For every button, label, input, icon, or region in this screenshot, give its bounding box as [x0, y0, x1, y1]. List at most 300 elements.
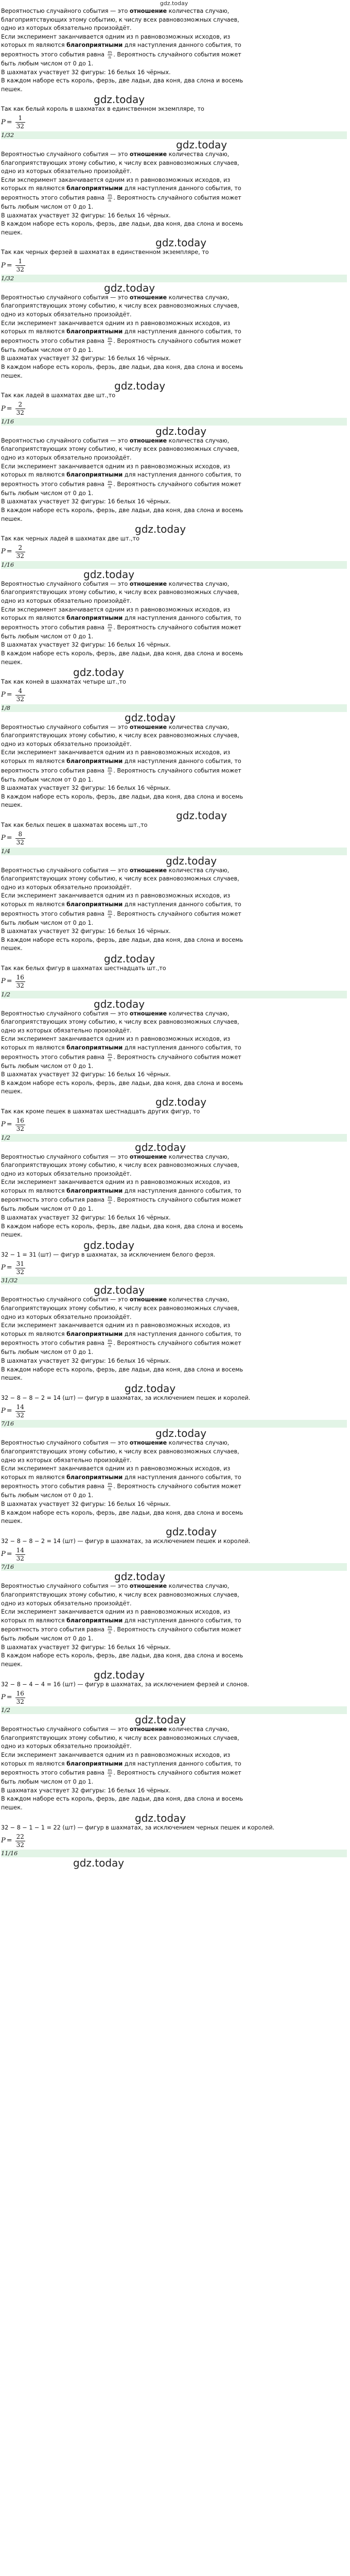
definition-line: которых m являются благоприятными для наступления данного события, то — [1, 471, 241, 479]
definition-line: быть любым числом от 0 до 1. — [1, 203, 94, 210]
pieces-set-line: пешек. — [1, 802, 23, 809]
pieces-set-line: В каждом наборе есть король, ферзь, две ладьи, два коня, два слона и восемь — [1, 1366, 243, 1373]
formula-lhs: P — [1, 118, 6, 126]
definition-line: Если эксперимент заканчивается одним из n равновозможных исходов, из — [1, 1465, 231, 1472]
formula-fraction — [15, 258, 25, 274]
definition-line: вероятность этого события равна $\frac{m}{n}$ . Вероятность случайного события может — [1, 193, 241, 203]
formula-numerator: 8 — [15, 831, 25, 839]
answer-highlight: 7/16 — [1, 1563, 347, 1571]
formula-fraction — [15, 831, 25, 846]
definition-line: Вероятностью случайного события — это отношение количества случаю, — [1, 8, 230, 14]
definition-line: Если эксперимент заканчивается одним из n равновозможных исходов, из — [1, 33, 231, 40]
definition-line: Если эксперимент заканчивается одним из n равновозможных исходов, из — [1, 749, 231, 756]
definition-line: Вероятностью случайного события — это отношение количества случаю, — [1, 1726, 230, 1733]
definition-line: одно из которых обязательно произойдёт. — [1, 1313, 132, 1320]
keyword-favorable: благоприятными — [66, 1044, 123, 1051]
pieces-set-line: пешек. — [1, 1088, 23, 1095]
watermark-text: gdz.today — [104, 281, 155, 294]
fraction-numerator: m — [108, 193, 112, 198]
formula-lhs: P — [1, 261, 6, 269]
solution-intro: Так как черных ладей в шахматах две шт.,то — [1, 535, 140, 543]
watermark-text: gdz.today — [94, 93, 145, 106]
watermark-text: gdz.today — [166, 854, 217, 867]
definition-line: вероятность этого события равна $\frac{m}{n}$ . Вероятность случайного события может — [1, 1768, 241, 1778]
formula-denominator: 32 — [16, 266, 24, 274]
formula-numerator: 1 — [15, 258, 25, 266]
definition-line: Если эксперимент заканчивается одним из n равновозможных исходов, из — [1, 1608, 231, 1616]
definition-block — [1, 7, 347, 94]
answer-highlight: 31/32 — [1, 1277, 347, 1284]
watermark-text: gdz.today — [160, 0, 188, 7]
definition-line: которых m являются благоприятными для наступления данного события, то — [1, 185, 241, 192]
probability-formula — [1, 1402, 347, 1420]
definition-line: Если эксперимент заканчивается одним из n равновозможных исходов, из — [1, 1179, 231, 1186]
answer-highlight: 1/2 — [1, 1706, 347, 1714]
pieces-set-line: пешек. — [1, 1661, 23, 1668]
solution-block — [1, 723, 347, 867]
keyword-ratio: отношение — [129, 1010, 167, 1017]
definition-line: одно из которых обязательно произойдёт. — [1, 740, 132, 748]
pieces-count-line: В шахматах участвует 32 фигуры: 16 белых 16 чёрных. — [1, 1071, 171, 1078]
fraction-m-n — [108, 1768, 113, 1778]
probability-formula — [1, 544, 347, 561]
pieces-count-line: В шахматах участвует 32 фигуры: 16 белых 16 чёрных. — [1, 212, 171, 219]
formula-equals: = — [6, 261, 12, 269]
formula-equals: = — [6, 1264, 12, 1272]
fraction-denominator: n — [108, 484, 111, 489]
definition-line: которых m являются благоприятными для наступления данного события, то — [1, 758, 241, 765]
pieces-count-line: В шахматах участвует 32 фигуры: 16 белых 16 чёрных. — [1, 1358, 171, 1364]
fraction-m-n — [108, 766, 113, 776]
pieces-count-line: В шахматах участвует 32 фигуры: 16 белых 16 чёрных. — [1, 69, 171, 76]
pieces-set-line: В каждом наборе есть король, ферзь, две ладьи, два коня, два слона и восемь — [1, 1079, 243, 1087]
keyword-ratio: отношение — [129, 1583, 167, 1590]
definition-line: одно из которых обязательно произойдёт. — [1, 1456, 132, 1464]
fraction-numerator: m — [108, 336, 112, 341]
definition-line: Вероятностью случайного события — это отношение количества случаю, — [1, 294, 230, 301]
keyword-favorable: благоприятными — [66, 1617, 123, 1624]
formula-equals: = — [6, 1121, 12, 1129]
solution-intro: 32 − 8 − 4 − 4 = 16 (шт) — фигур в шахматах, за исключением ферзей и слонов. — [1, 1681, 249, 1688]
formula-equals: = — [6, 691, 12, 699]
answer-highlight: 1/32 — [1, 131, 347, 139]
watermark-text: gdz.today — [104, 952, 155, 965]
pieces-set-line: пешек. — [1, 86, 23, 93]
probability-formula — [1, 400, 347, 418]
formula-fraction — [15, 401, 25, 417]
fraction-m-n — [108, 1195, 113, 1205]
definition-line: Если эксперимент заканчивается одним из n равновозможных исходов, из — [1, 463, 231, 470]
definition-line: благоприятствующих этому событию, к числу всех равновозможных случаев, — [1, 1305, 239, 1312]
definition-line: Если эксперимент заканчивается одним из n равновозможных исходов, из — [1, 1752, 231, 1759]
pieces-set-line: пешек. — [1, 1375, 23, 1382]
definition-block — [1, 1582, 347, 1669]
definition-line: благоприятствующих этому событию, к числу всех равновозможных случаев, — [1, 1162, 239, 1169]
formula-denominator: 32 — [16, 1698, 24, 1705]
definition-line: благоприятствующих этому событию, к числу всех равновозможных случаев, — [1, 1019, 239, 1026]
definition-line: Вероятностью случайного события — это отношение количества случаю, — [1, 723, 230, 731]
pieces-set-line: пешек. — [1, 229, 23, 236]
definition-block — [1, 723, 347, 810]
fraction-numerator: m — [108, 49, 112, 55]
definition-line: Вероятностью случайного события — это отношение количества случаю, — [1, 1153, 230, 1160]
formula-fraction — [15, 687, 25, 703]
pieces-set-line: пешек. — [1, 515, 23, 522]
formula-denominator: 32 — [16, 1125, 24, 1132]
fraction-numerator: m — [108, 1482, 112, 1487]
formula-lhs: P — [1, 404, 6, 413]
formula-equals: = — [6, 1550, 12, 1558]
formula-denominator: 32 — [16, 982, 24, 990]
definition-line: которых m являются благоприятными для наступления данного события, то — [1, 1473, 241, 1481]
pieces-count-line: В шахматах участвует 32 фигуры: 16 белых 16 чёрных. — [1, 1214, 171, 1222]
solution-intro: Так как белых пешек в шахматах восемь шт.,то — [1, 822, 148, 829]
fraction-m-n — [108, 50, 113, 60]
formula-equals: = — [6, 977, 12, 986]
probability-formula — [1, 1259, 347, 1277]
formula-numerator: 2 — [15, 544, 25, 552]
definition-line: одно из которых обязательно произойдёт. — [1, 1027, 132, 1034]
definition-line: быть любым числом от 0 до 1. — [1, 1492, 94, 1499]
pieces-set-line: В каждом наборе есть король, ферзь, две ладьи, два коня, два слона и восемь — [1, 1795, 243, 1803]
keyword-ratio: отношение — [129, 1153, 167, 1160]
solution-intro: Так как коней в шахматах четыре шт.,то — [1, 679, 126, 686]
probability-formula — [1, 830, 347, 848]
answer-highlight: 1/2 — [1, 1134, 347, 1142]
solution-block — [1, 1439, 347, 1582]
pieces-count-line: В шахматах участвует 32 фигуры: 16 белых 16 чёрных. — [1, 1500, 171, 1507]
definition-line: благоприятствующих этому событию, к числу всех равновозможных случаев, — [1, 1734, 239, 1741]
solution-intro: Так как ладей в шахматах две шт.,то — [1, 392, 116, 399]
solution-block — [1, 1725, 347, 1869]
solution-intro: 32 − 8 − 8 − 2 = 14 (шт) — фигур в шахматах, за исключением пешек и королей. — [1, 1537, 251, 1545]
keyword-favorable: благоприятными — [66, 615, 123, 622]
watermark-text: gdz.today — [114, 1570, 166, 1583]
keyword-favorable: благоприятными — [66, 1330, 123, 1337]
pieces-count-line: В шахматах участвует 32 фигуры: 16 белых 16 чёрных. — [1, 1643, 171, 1651]
definition-block — [1, 1439, 347, 1526]
definition-line: вероятность этого события равна $\frac{m}{n}$ . Вероятность случайного события может — [1, 1195, 241, 1206]
definition-block — [1, 1153, 347, 1240]
formula-denominator: 32 — [16, 1411, 24, 1419]
watermark-text: gdz.today — [83, 1239, 135, 1251]
fraction-numerator: m — [108, 479, 112, 484]
fraction-denominator: n — [108, 1344, 111, 1349]
watermark-text: gdz.today — [135, 1141, 186, 1154]
formula-denominator: 32 — [16, 1268, 24, 1276]
fraction-denominator: n — [108, 198, 111, 203]
definition-block — [1, 1725, 347, 1812]
pieces-set-line: В каждом наборе есть король, ферзь, две ладьи, два коня, два слона и восемь — [1, 936, 243, 943]
fraction-denominator: n — [108, 1057, 111, 1062]
formula-numerator: 2 — [15, 401, 25, 409]
answer-highlight: 7/16 — [1, 1420, 347, 1428]
fraction-m-n — [108, 1625, 113, 1635]
formula-numerator: 22 — [16, 1833, 24, 1840]
definition-line: быть любым числом от 0 до 1. — [1, 1349, 94, 1356]
definition-line: вероятность этого события равна $\frac{m}{n}$ . Вероятность случайного события может — [1, 1338, 241, 1349]
definition-line: вероятность этого события равна $\frac{m}{n}$ . Вероятность случайного события может — [1, 909, 241, 919]
formula-equals: = — [6, 118, 12, 126]
pieces-set-line: В каждом наборе есть король, ферзь, две ладьи, два коня, два слона и восемь — [1, 650, 243, 657]
definition-line: благоприятствующих этому событию, к числу всех равновозможных случаев, — [1, 875, 239, 883]
watermark-text: gdz.today — [155, 1095, 207, 1108]
keyword-ratio: отношение — [129, 1726, 167, 1733]
watermark-text: gdz.today — [135, 1811, 186, 1824]
pieces-count-line: В шахматах участвует 32 фигуры: 16 белых 16 чёрных. — [1, 928, 171, 935]
watermark-text: gdz.today — [94, 1668, 145, 1681]
solution-block — [1, 1582, 347, 1725]
formula-lhs: P — [1, 1407, 6, 1415]
formula-lhs: P — [1, 548, 6, 556]
definition-line: которых m являются благоприятными для наступления данного события, то — [1, 328, 241, 335]
definition-line: благоприятствующих этому событию, к числу всех равновозможных случаев, — [1, 732, 239, 739]
answer-highlight: 1/16 — [1, 561, 347, 569]
definition-line: Если эксперимент заканчивается одним из n равновозможных исходов, из — [1, 176, 231, 183]
definition-line: которых m являются благоприятными для наступления данного события, то — [1, 1617, 241, 1624]
watermark-text: gdz.today — [94, 1284, 145, 1297]
keyword-favorable: благоприятными — [66, 1473, 123, 1481]
pieces-set-line: пешек. — [1, 945, 23, 952]
watermark-text: gdz.today — [83, 568, 135, 581]
fraction-m-n — [108, 1053, 113, 1062]
definition-block — [1, 294, 347, 380]
formula-denominator: 32 — [16, 839, 24, 846]
definition-line: благоприятствующих этому событию, к числу всех равновозможных случаев, — [1, 16, 239, 23]
probability-formula — [1, 1689, 347, 1706]
fraction-denominator: n — [108, 55, 111, 60]
formula-lhs: P — [1, 691, 6, 699]
definition-line: вероятность этого события равна $\frac{m}{n}$ . Вероятность случайного события может — [1, 1482, 241, 1492]
definition-line: быть любым числом от 0 до 1. — [1, 489, 94, 497]
formula-equals: = — [6, 404, 12, 413]
fraction-m-n — [108, 1482, 113, 1492]
keyword-favorable: благоприятными — [66, 328, 123, 335]
watermark-text: gdz.today — [155, 236, 207, 249]
answer-highlight: 1/32 — [1, 275, 347, 282]
fraction-m-n — [108, 193, 113, 203]
solution-intro: Так как кроме пешек в шахматах шестнадцать других фигур, то — [1, 1108, 200, 1115]
definition-line: которых m являются благоприятными для наступления данного события, то — [1, 1330, 241, 1337]
watermark-text: gdz.today — [155, 425, 207, 437]
definition-line: вероятность этого события равна $\frac{m}{n}$ . Вероятность случайного события может — [1, 1052, 241, 1062]
formula-equals: = — [6, 1407, 12, 1415]
formula-fraction — [15, 544, 25, 560]
formula-lhs: P — [1, 1264, 6, 1272]
definition-line: одно из которых обязательно произойдёт. — [1, 1600, 132, 1607]
answer-highlight: 1/16 — [1, 418, 347, 426]
solution-intro: Так как белый король в шахматах в единственном экземпляре, то — [1, 106, 204, 113]
pieces-set-line: В каждом наборе есть король, ферзь, две ладьи, два коня, два слона и восемь — [1, 364, 243, 371]
definition-line: которых m являются благоприятными для наступления данного события, то — [1, 1044, 241, 1051]
watermark-text: gdz.today — [114, 380, 166, 393]
pieces-set-line: пешек. — [1, 372, 23, 379]
keyword-favorable: благоприятными — [66, 901, 123, 908]
definition-line: благоприятствующих этому событию, к числу всех равновозможных случаев, — [1, 446, 239, 453]
watermark-text: gdz.today — [73, 1857, 125, 1870]
formula-denominator: 32 — [16, 123, 24, 130]
probability-formula — [1, 1116, 347, 1134]
definition-line: быть любым числом от 0 до 1. — [1, 776, 94, 783]
keyword-ratio: отношение — [129, 580, 167, 587]
pieces-set-line: пешек. — [1, 658, 23, 666]
pieces-set-line: В каждом наборе есть король, ферзь, две ладьи, два коня, два слона и восемь — [1, 506, 243, 514]
definition-line: Вероятностью случайного события — это отношение количества случаю, — [1, 1010, 230, 1017]
probability-formula — [1, 114, 347, 131]
probability-formula — [1, 1546, 347, 1563]
fraction-denominator: n — [108, 1773, 111, 1778]
definition-line: вероятность этого события равна $\frac{m}{n}$ . Вероятность случайного события может — [1, 622, 241, 633]
definition-line: Вероятностью случайного события — это отношение количества случаю, — [1, 437, 230, 444]
formula-equals: = — [6, 834, 12, 842]
pieces-set-line: пешек. — [1, 1804, 23, 1811]
pieces-count-line: В шахматах участвует 32 фигуры: 16 белых 16 чёрных. — [1, 641, 171, 649]
fraction-m-n — [108, 480, 113, 489]
formula-lhs: P — [1, 1836, 6, 1844]
formula-lhs: P — [1, 977, 6, 986]
solution-intro: 32 − 8 − 8 − 2 = 14 (шт) — фигур в шахматах, за исключением пешек и королей. — [1, 1394, 251, 1401]
answer-highlight: 1/8 — [1, 704, 347, 712]
watermark-text: gdz.today — [94, 997, 145, 1010]
solution-intro: Так как черных ферзей в шахматах в единственном экземпляре, то — [1, 249, 209, 256]
definition-line: которых m являются благоприятными для наступления данного события, то — [1, 615, 241, 622]
definition-line: благоприятствующих этому событию, к числу всех равновозможных случаев, — [1, 1448, 239, 1455]
formula-lhs: P — [1, 1550, 6, 1558]
formula-numerator: 14 — [16, 1546, 24, 1554]
definition-line: вероятность этого события равна $\frac{m}{n}$ . Вероятность случайного события может — [1, 336, 241, 346]
solution-block — [1, 150, 347, 294]
fraction-denominator: n — [108, 341, 111, 346]
formula-equals: = — [6, 548, 12, 556]
definition-line: одно из которых обязательно произойдёт. — [1, 1170, 132, 1177]
keyword-favorable: благоприятными — [66, 185, 123, 192]
definition-line: Если эксперимент заканчивается одним из n равновозможных исходов, из — [1, 892, 231, 900]
watermark-text: gdz.today — [176, 809, 227, 822]
pieces-count-line: В шахматах участвует 32 фигуры: 16 белых 16 чёрных. — [1, 355, 171, 362]
definition-line: благоприятствующих этому событию, к числу всех равновозможных случаев, — [1, 159, 239, 166]
definition-line: одно из которых обязательно произойдёт. — [1, 168, 132, 175]
solution-intro: 32 − 1 = 31 (шт) — фигур в шахматах, за исключением белого ферзя. — [1, 1251, 216, 1258]
formula-numerator: 31 — [16, 1260, 24, 1267]
formula-equals: = — [6, 1836, 12, 1844]
definition-line: одно из которых обязательно произойдёт. — [1, 884, 132, 891]
keyword-ratio: отношение — [129, 437, 167, 444]
definition-line: благоприятствующих этому событию, к числу всех равновозможных случаев, — [1, 589, 239, 596]
definition-line: одно из которых обязательно произойдёт. — [1, 311, 132, 318]
solution-block — [1, 294, 347, 437]
formula-lhs: P — [1, 1121, 6, 1129]
pieces-set-line: В каждом наборе есть король, ферзь, две ладьи, два коня, два слона и восемь — [1, 1223, 243, 1230]
watermark-text: gdz.today — [166, 1525, 217, 1538]
fraction-numerator: m — [108, 1195, 112, 1200]
definition-line: Вероятностью случайного события — это отношение количества случаю, — [1, 867, 230, 874]
watermark-text: gdz.today — [125, 711, 176, 724]
formula-numerator: 16 — [16, 974, 24, 981]
keyword-ratio: отношение — [129, 723, 167, 731]
definition-line: Вероятностью случайного события — это отношение количества случаю, — [1, 580, 230, 587]
answer-highlight: 11/16 — [1, 1850, 347, 1857]
keyword-ratio: отношение — [129, 1296, 167, 1303]
fraction-m-n — [108, 336, 113, 346]
formula-lhs: P — [1, 834, 6, 842]
probability-formula — [1, 687, 347, 704]
fraction-m-n — [108, 623, 113, 633]
pieces-count-line: В шахматах участвует 32 фигуры: 16 белых 16 чёрных. — [1, 498, 171, 505]
definition-line: быть любым числом от 0 до 1. — [1, 1206, 94, 1213]
definition-line: вероятность этого события равна $\frac{m}{n}$ . Вероятность случайного события может — [1, 479, 241, 489]
watermark-text: gdz.today — [135, 1714, 186, 1726]
definition-line: вероятность этого события равна $\frac{m}{n}$ . Вероятность случайного события может — [1, 49, 241, 60]
fraction-numerator: m — [108, 909, 112, 914]
formula-equals: = — [6, 1693, 12, 1701]
formula-denominator: 32 — [16, 1554, 24, 1562]
formula-fraction — [15, 974, 25, 990]
fraction-m-n — [108, 909, 113, 919]
watermark-text: gdz.today — [135, 523, 186, 536]
solution-block — [1, 437, 347, 580]
definition-line: одно из которых обязательно произойдёт. — [1, 454, 132, 461]
answer-highlight: 1/4 — [1, 848, 347, 855]
pieces-count-line: В шахматах участвует 32 фигуры: 16 белых 16 чёрных. — [1, 1787, 171, 1794]
solution-intro: 32 − 8 − 1 − 1 = 22 (шт) — фигур в шахматах, за исключением черных пешек и королей. — [1, 1824, 275, 1831]
answer-highlight: 1/2 — [1, 991, 347, 998]
definition-line: быть любым числом от 0 до 1. — [1, 633, 94, 640]
definition-line: которых m являются благоприятными для наступления данного события, то — [1, 42, 241, 49]
watermark-text: gdz.today — [155, 1427, 207, 1440]
pieces-set-line: В каждом наборе есть король, ферзь, две ладьи, два коня, два слона и восемь — [1, 793, 243, 800]
keyword-ratio: отношение — [129, 8, 167, 14]
definition-line: Если эксперимент заканчивается одним из n равновозможных исходов, из — [1, 1036, 231, 1043]
formula-lhs: P — [1, 1693, 6, 1701]
probability-formula — [1, 1832, 347, 1850]
fraction-numerator: m — [108, 1768, 112, 1773]
probability-formula — [1, 257, 347, 275]
fraction-denominator: n — [108, 1200, 111, 1206]
pieces-count-line: В шахматах участвует 32 фигуры: 16 белых 16 чёрных. — [1, 785, 171, 792]
formula-numerator: 16 — [16, 1689, 24, 1697]
definition-line: благоприятствующих этому событию, к числу всех равновозможных случаев, — [1, 302, 239, 310]
formula-fraction — [15, 1833, 25, 1849]
pieces-set-line: В каждом наборе есть король, ферзь, две ладьи, два коня, два слона и восемь — [1, 1509, 243, 1516]
definition-line: Если эксперимент заканчивается одним из n равновозможных исходов, из — [1, 1322, 231, 1329]
definition-line: одно из которых обязательно произойдёт. — [1, 25, 132, 32]
definition-line: быть любым числом от 0 до 1. — [1, 1635, 94, 1642]
definition-line: Вероятностью случайного события — это отношение количества случаю, — [1, 1296, 230, 1303]
definition-line: быть любым числом от 0 до 1. — [1, 1062, 94, 1070]
solution-block — [1, 867, 347, 1010]
definition-line: Если эксперимент заканчивается одним из n равновозможных исходов, из — [1, 606, 231, 613]
fraction-numerator: m — [108, 766, 112, 771]
definition-line: Вероятностью случайного события — это отношение количества случаю, — [1, 150, 230, 158]
definition-line: быть любым числом от 0 до 1. — [1, 919, 94, 926]
definition-line: одно из которых обязательно произойдёт. — [1, 597, 132, 604]
fraction-numerator: m — [108, 1338, 112, 1344]
definition-line: которых m являются благоприятными для наступления данного события, то — [1, 1187, 241, 1194]
fraction-numerator: m — [108, 1052, 112, 1057]
definition-line: одно из которых обязательно произойдёт. — [1, 1743, 132, 1750]
watermark-text: gdz.today — [125, 1382, 176, 1395]
definition-line: быть любым числом от 0 до 1. — [1, 1778, 94, 1786]
definition-block — [1, 437, 347, 523]
formula-denominator: 32 — [16, 409, 24, 417]
formula-denominator: 32 — [16, 1841, 24, 1849]
formula-numerator: 1 — [15, 114, 25, 123]
definition-line: вероятность этого события равна $\frac{m}{n}$ . Вероятность случайного события может — [1, 766, 241, 776]
formula-numerator: 4 — [15, 687, 25, 696]
keyword-ratio: отношение — [129, 867, 167, 874]
formula-denominator: 32 — [16, 552, 24, 560]
keyword-ratio: отношение — [129, 294, 167, 301]
